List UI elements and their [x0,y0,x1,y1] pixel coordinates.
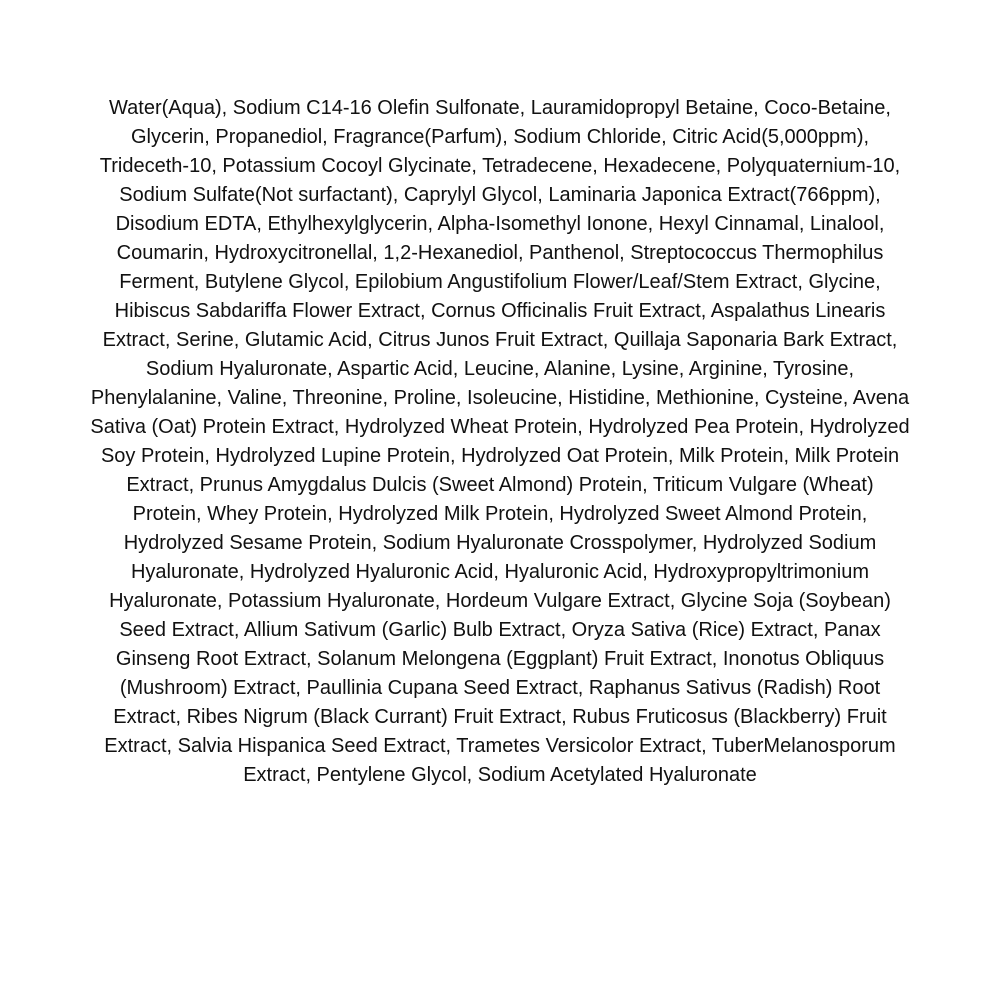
ingredients-list-text: Water(Aqua), Sodium C14-16 Olefin Sulfonate, Lauramidopropyl Betaine, Coco-Betaine, Glycerin, Propanediol, Fragrance(Parfum), Sodium Chloride, Citric Acid(5,000ppm), Trideceth-10, Potassium Cocoyl Glycinate, Tetradecene, Hexadecene, Polyquaternium-10, Sodium Sulfate(Not surfactant), Caprylyl Glycol, Laminaria Japonica Extract(766ppm), Disodium EDTA, Ethylhexylglycerin, Alpha-Isomethyl Ionone, Hexyl Cinnamal, Linalool, Coumarin, Hydroxycitronellal, 1,2-Hexanediol, Panthenol, Streptococcus Thermophilus Ferment, Butylene Glycol, Epilobium Angustifolium Flower/Leaf/Stem Extract, Glycine, Hibiscus Sabdariffa Flower Extract, Cornus Officinalis Fruit Extract, Aspalathus Linearis Extract, Serine, Glutamic Acid, Citrus Junos Fruit Extract, Quillaja Saponaria Bark Extract, Sodium Hyaluronate, Aspartic Acid, Leucine, Alanine, Lysine, Arginine, Tyrosine, Phenylalanine, Valine, Threonine, Proline, Isoleucine, Histidine, Methionine, Cysteine, Avena Sativa (Oat) Protein Extract, Hydrolyzed Wheat Protein, Hydrolyzed Pea Protein, Hydrolyzed Soy Protein, Hydrolyzed Lupine Protein, Hydrolyzed Oat Protein, Milk Protein, Milk Protein Extract, Prunus Amygdalus Dulcis (Sweet Almond) Protein, Triticum Vulgare (Wheat) Protein, Whey Protein, Hydrolyzed Milk Protein, Hydrolyzed Sweet Almond Protein, Hydrolyzed Sesame Protein, Sodium Hyaluronate Crosspolymer, Hydrolyzed Sodium Hyaluronate, Hydrolyzed Hyaluronic Acid, Hyaluronic Acid, Hydroxypropyltrimonium Hyaluronate, Potassium Hyaluronate, Hordeum Vulgare Extract, Glycine Soja (Soybean) Seed Extract, Allium Sativum (Garlic) Bulb Extract, Oryza Sativa (Rice) Extract, Panax Ginseng Root Extract, Solanum Melongena (Eggplant) Fruit Extract, Inonotus Obliquus (Mushroom) Extract, Paullinia Cupana Seed Extract, Raphanus Sativus (Radish) Root Extract, Ribes Nigrum (Black Currant) Fruit Extract, Rubus Fruticosus (Blackberry) Fruit Extract, Salvia Hispanica Seed Extract, Trametes Versicolor Extract, TuberMelanosporum Extract, Pentylene Glycol, Sodium Acetylated Hyaluronate [90,97,910,786]
